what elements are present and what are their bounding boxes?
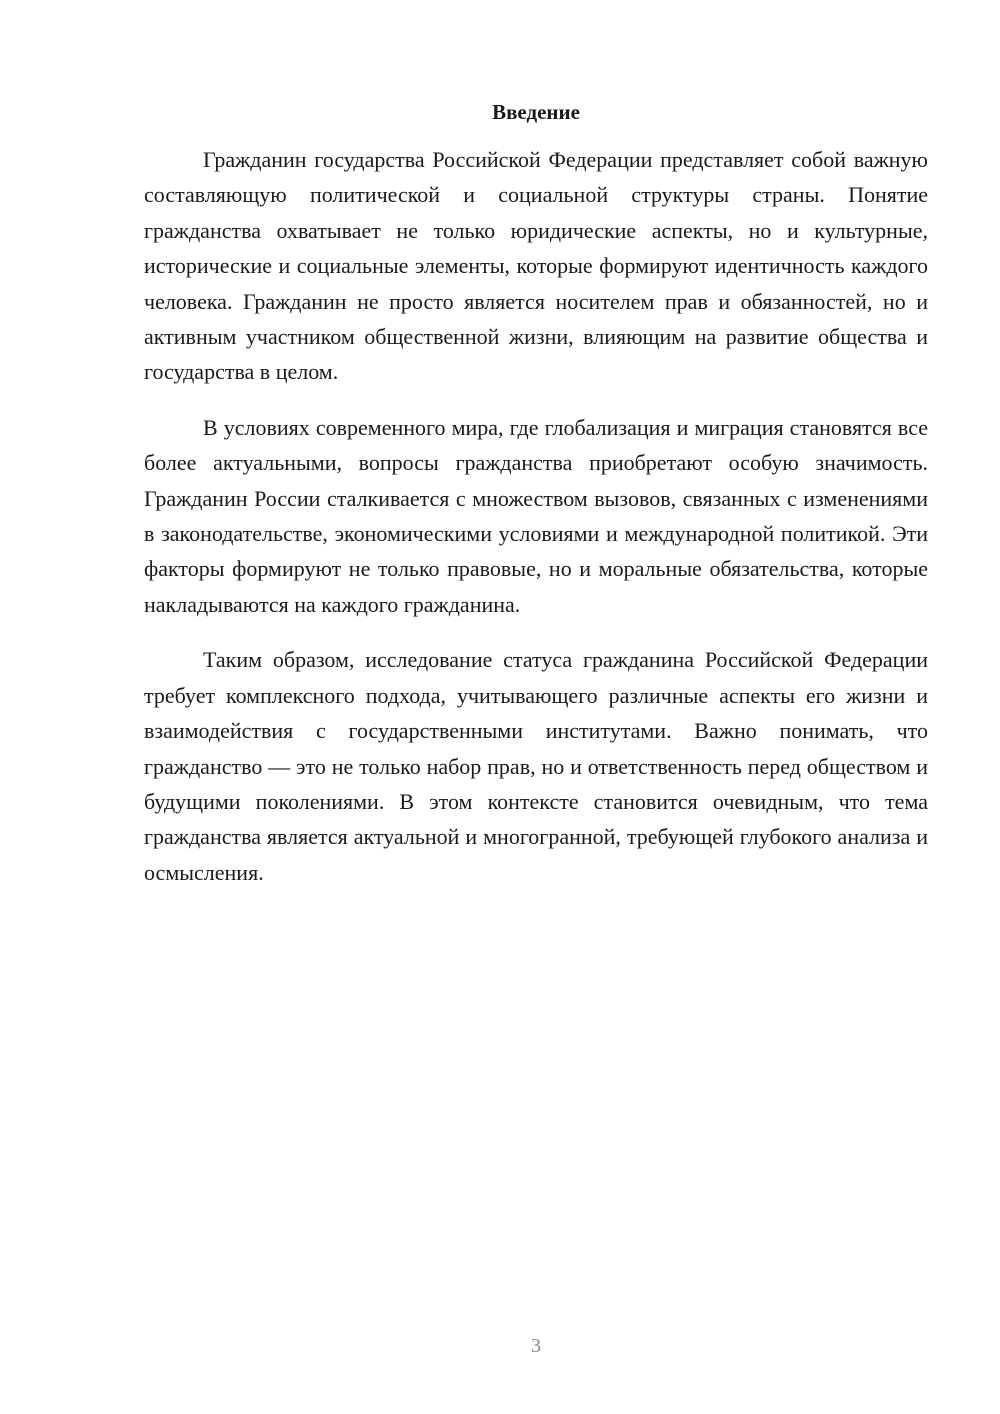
section-title: Введение bbox=[492, 100, 580, 124]
paragraph-2: В условиях современного мира, где глобализация и миграция становятся все более актуальными, вопросы гражданства приобретают особую значимость. Гражданин России сталкивается с множеством вызовов, связанных с изменениями в законодательстве, экономическими условиями и международной политикой. Эти факторы формируют не только правовые, но и моральные обязательства, которые накладываются на каждого гражданина. bbox=[144, 414, 928, 617]
paragraph-3: Таким образом, исследование статуса гражданина Российской Федерации требует комплексного подхода, учитывающего различные аспекты его жизни и взаимодействия с государственными институтами. Важно понимать, что гражданство — это не только набор прав, но и ответственность перед обществом и будущими поколениями. В этом контексте становится очевидным, что тема гражданства является актуальной и многогранной, требующей глубокого анализа и осмысления. bbox=[144, 647, 928, 885]
page-number: 3 bbox=[531, 1335, 541, 1357]
paragraph-1: Гражданин государства Российской Федерации представляет собой важную составляющую политической и социальной структуры страны. Понятие гражданства охватывает не только юридические аспекты, но и культурные, исторические и социальные элементы, которые формируют идентичность каждого человека. Гражданин не просто является носителем прав и обязанностей, но и активным участником общественной жизни, влияющим на развитие общества и государства в целом. bbox=[144, 147, 928, 385]
body-text bbox=[144, 142, 928, 910]
